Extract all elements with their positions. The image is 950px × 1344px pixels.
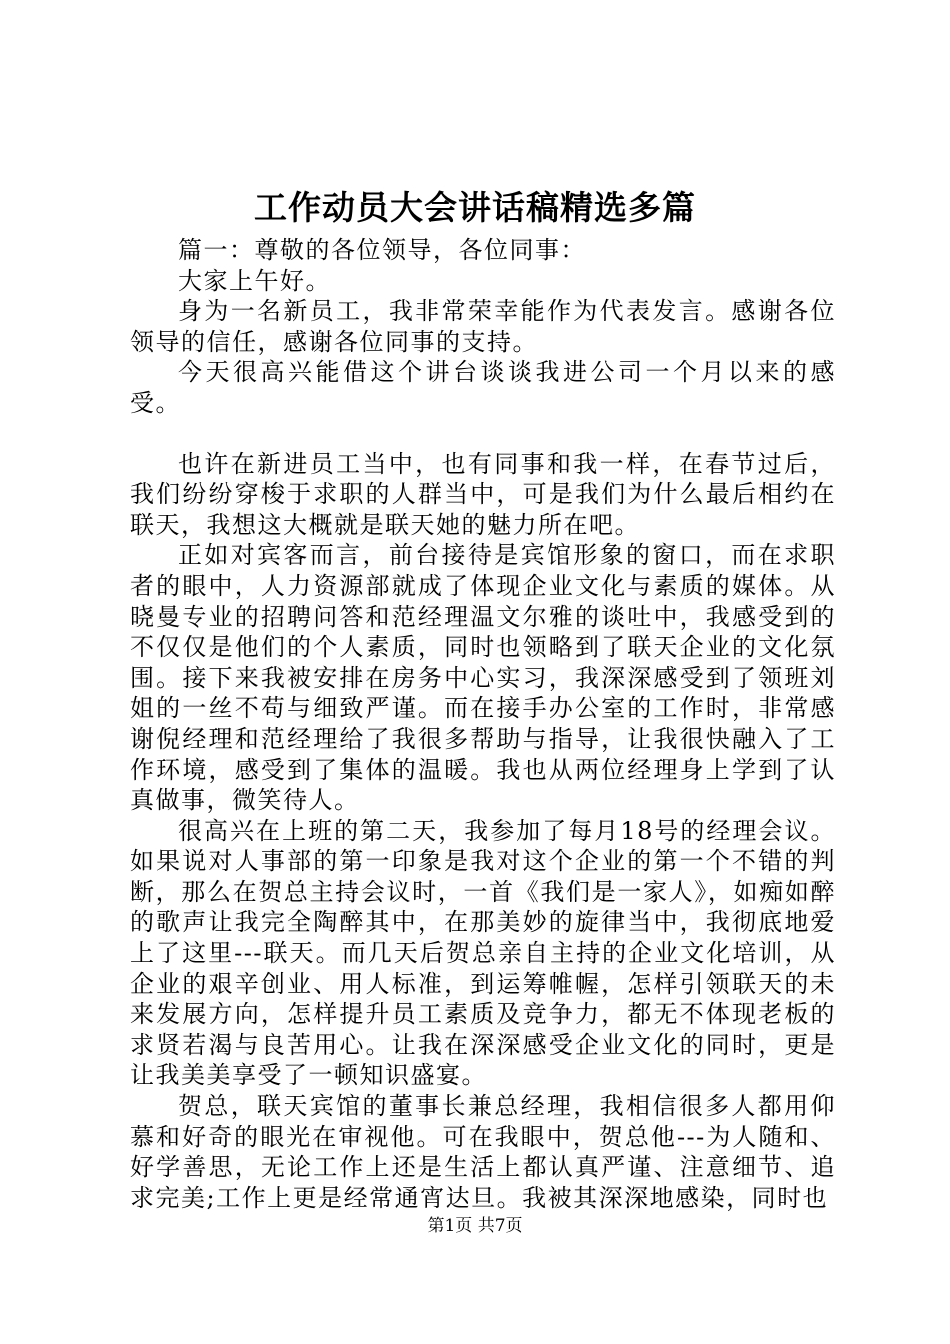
paragraph-intro: 身为一名新员工，我非常荣幸能作为代表发言。感谢各位领导的信任，感谢各位同事的支持。 bbox=[130, 297, 836, 356]
document-title: 工作动员大会讲话稿精选多篇 bbox=[254, 188, 696, 227]
paragraph-body-3: 很高兴在上班的第二天，我参加了每月18号的经理会议。如果说对人事部的第一印象是我对这个企业的第一个不错的判断，那么在贺总主持会议时，一首《我们是一家人》，如痴如醉的歌声让我完全陶醉其中，在那美妙的旋律当中，我彻底地爱上了这里---联天。而几天后贺总亲自主持的企业文化培训，从企业的艰辛创业、用人标准，到运筹帷幄，怎样引领联天的未来发展方向，怎样提升员工素质及竞争力，都无不体现老板的求贤若渴与良苦用心。让我在深深感受企业文化的同时，更是让我美美享受了一顿知识盛宴。 bbox=[130, 816, 836, 1090]
paragraph-body-4: 贺总，联天宾馆的董事长兼总经理，我相信很多人都用仰慕和好奇的眼光在审视他。可在我眼中，贺总他---为人随和、好学善思，无论工作上还是生活上都认真严谨、注意细节、追求完美;工作上更是经常通宵达旦。我被其深深地感染，同时也 bbox=[130, 1092, 836, 1212]
paragraph-topic: 今天很高兴能借这个讲台谈谈我进公司一个月以来的感受。 bbox=[130, 358, 836, 417]
paragraph-body-2: 正如对宾客而言，前台接待是宾馆形象的窗口，而在求职者的眼中，人力资源部就成了体现企业文化与素质的媒体。从晓曼专业的招聘问答和范经理温文尔雅的谈吐中，我感受到的不仅仅是他们的个人素质，同时也领略到了联天企业的文化氛围。接下来我被安排在房务中心实习，我深深感受到了领班刘姐的一丝不苟与细致严谨。而在接手办公室的工作时，非常感谢倪经理和范经理给了我很多帮助与指导，让我很快融入了工作环境，感受到了集体的温暖。我也从两位经理身上学到了认真做事，微笑待人。 bbox=[130, 541, 836, 815]
page-footer: 第1页 共7页 bbox=[427, 1216, 523, 1236]
paragraph-good-morning: 大家上午好。 bbox=[178, 266, 331, 295]
paragraph-body-1: 也许在新进员工当中，也有同事和我一样，在春节过后，我们纷纷穿梭于求职的人群当中，可是我们为什么最后相约在联天，我想这大概就是联天她的魅力所在吧。 bbox=[130, 449, 836, 539]
document-body bbox=[130, 235, 836, 1213]
paragraph-greeting: 篇一：尊敬的各位领导，各位同事： bbox=[178, 236, 586, 264]
